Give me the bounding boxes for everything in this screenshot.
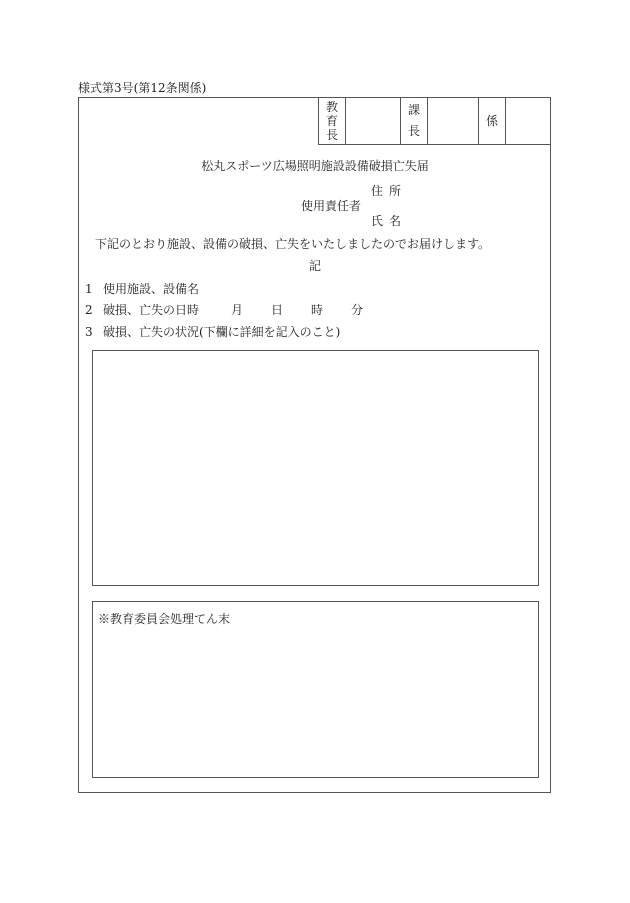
form-title: 松丸スポーツ広場照明施設設備破損亡失届 <box>201 159 429 173</box>
item-number: 3 <box>85 325 93 339</box>
stamp-label-section-chief <box>401 97 428 144</box>
item-datetime <box>85 301 363 318</box>
stamp-char: 育 <box>325 113 338 128</box>
item-label: 破損、亡失の状況(下欄に詳細を記入のこと) <box>103 325 341 339</box>
item-label: 破損、亡失の日時 <box>103 303 200 317</box>
stamp-label-staff <box>479 97 506 144</box>
item-label: 使用施設、設備名 <box>103 282 200 296</box>
ki-heading: 記 <box>308 259 321 273</box>
stamp-label-superintendent <box>319 97 346 144</box>
stamp-char: 課 <box>407 103 420 117</box>
situation-detail-box[interactable] <box>92 350 539 586</box>
item-number: 2 <box>85 303 93 317</box>
stamp-char: 係 <box>485 113 498 128</box>
office-processing-label: ※教育委員会処理てん末 <box>98 612 231 626</box>
stamp-char: 教 <box>325 99 338 114</box>
unit-minute: 分 <box>351 303 364 317</box>
item-facility-name <box>85 280 199 297</box>
stamp-box-section-chief[interactable] <box>428 97 479 144</box>
declaration-text: 下記のとおり施設、設備の破損、亡失をいたしましたのでお届けします。 <box>95 237 491 251</box>
address-label: 住所 <box>371 184 408 198</box>
name-label: 氏名 <box>371 214 408 228</box>
approval-stamp-grid <box>318 97 551 145</box>
item-situation <box>85 323 340 340</box>
stamp-box-staff[interactable] <box>506 97 551 144</box>
stamp-box-superintendent[interactable] <box>346 97 401 144</box>
item-number: 1 <box>85 282 93 296</box>
unit-day: 日 <box>271 303 284 317</box>
form-number: 様式第3号(第12条関係) <box>78 81 207 95</box>
stamp-char: 長 <box>325 127 338 142</box>
stamp-char: 長 <box>407 124 420 138</box>
office-processing-box[interactable] <box>92 601 539 778</box>
unit-hour: 時 <box>311 303 324 317</box>
responsible-person-label: 使用責任者 <box>301 199 362 213</box>
unit-month: 月 <box>231 303 244 317</box>
